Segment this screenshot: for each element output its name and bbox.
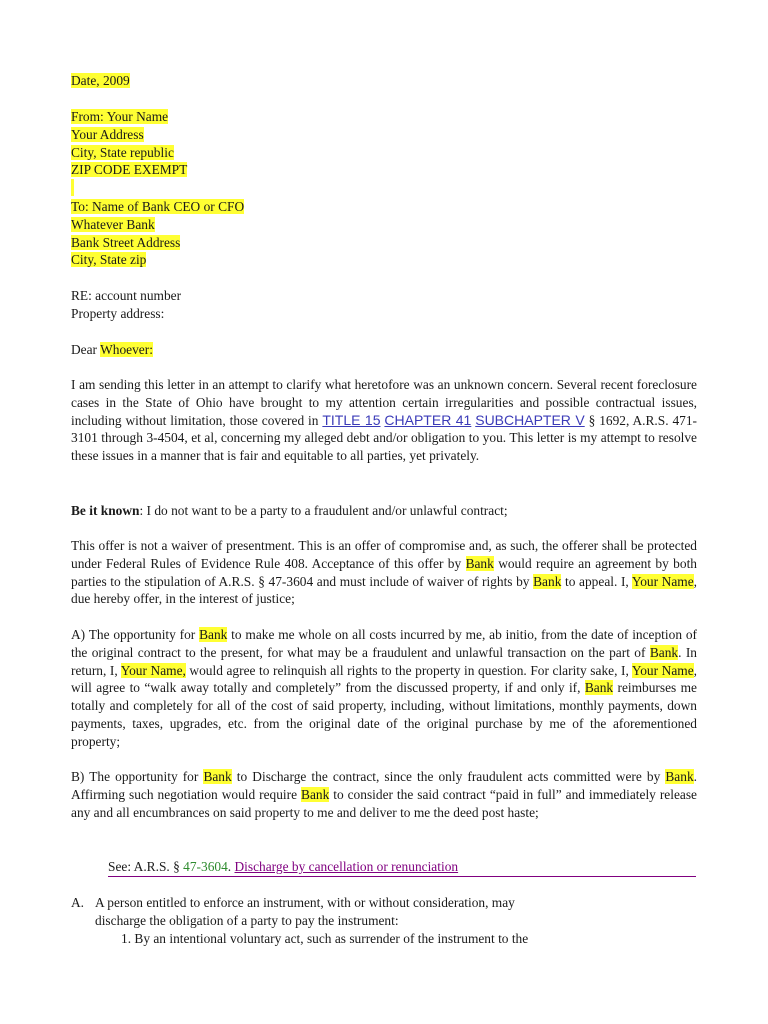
see-reference: See: A.R.S. § 47-3604. Discharge by cancellation or renunciation [108,858,696,877]
salutation-name: Whoever: [100,342,153,357]
paragraph-intro: I am sending this letter in an attempt to clarify what heretofore was an unknown concern. Several recent foreclosure cases in the State of Ohio have brought to my attention certain irregularities and possible contractual issues, including without limitation, those covered in TITLE 15 CHAPTER 41 SUBCHAPTER V § 1692, A.R.S. 471-3101 through 3-4504, et al, concerning my alleged debt and/or obligation to you. This letter is my attempt to resolve these issues in a manner that is fair and equitable to all parties, yet privately. [71,377,698,464]
from-zip: ZIP CODE EXEMPT [71,162,188,178]
date-line: Date, 2009 [71,73,130,88]
paragraph-b: B) The opportunity for Bank to Discharge the contract, since the only fraudulent acts committed were by Bank. Affirming such negotiation would require Bank to consider the said contract “paid in full” and immediately release any and all encumbrances on said property to me and deliver to me the deed post haste; [71,769,697,820]
paragraph-a: A) The opportunity for Bank to make me whole on all costs incurred by me, ab initio, from the date of inception of the original contract to the present, for what may be a fraudulent and unlawful transaction on the part of Bank. In return, I, Your Name, would agree to relinquish all rights to the property in question. For clarity sake, I, Your Name, will agree to “walk away totally and completely” from the discussed property, if and only if, Bank reimburses me totally and completely for all of the cost of said property, including, without limitations, monthly payments, down payments, taxes, upgrades, etc. from the original date of the original purchase by me of the aforementioned property; [71,627,697,749]
salutation: Dear Whoever: [71,342,153,357]
from-address: Your Address [71,126,144,142]
re-property: Property address: [71,305,165,321]
to-bank: Whatever Bank [71,216,155,232]
re-block [71,287,181,323]
link-title-15[interactable]: TITLE 15 [322,411,381,428]
paragraph-offer: This offer is not a waiver of presentment. This is an offer of compromise and, as such, the offerer shall be protected under Federal Rules of Evidence Rule 408. Acceptance of this offer by Bank would require an agreement by both parties to the stipulation of A.R.S. § 47-3604 and must include of waiver of rights by Bank to appeal. I, Your Name, due hereby offer, in the interest of justice; [71,538,698,607]
re-account: RE: account number [71,288,182,303]
from-block [71,108,187,197]
to-address: Bank Street Address [71,234,181,250]
from-name: From: Your Name [71,109,169,124]
text-cursor [71,179,74,196]
to-block [71,198,244,269]
statute-a-text: A person entitled to enforce an instrument, with or without consideration, may discharge the obligation of a party to pay the instrument: [95,895,515,928]
link-chapter-41[interactable]: CHAPTER 41 [384,411,472,428]
statute-a-label: A. [71,895,85,910]
be-it-known: Be it known: I do not want to be a party to a fraudulent and/or unlawful contract; [71,503,508,518]
statute-title-link[interactable]: Discharge by cancellation or renunciation [234,859,459,874]
link-subchapter-v[interactable]: SUBCHAPTER V [475,411,585,428]
section-link[interactable]: 47-3604 [183,859,228,874]
to-name: To: Name of Bank CEO or CFO [71,199,245,214]
to-city: City, State zip [71,252,147,268]
statute-item-1: 1. By an intentional voluntary act, such as surrender of the instrument to the [121,931,529,946]
from-city: City, State republic [71,144,174,160]
